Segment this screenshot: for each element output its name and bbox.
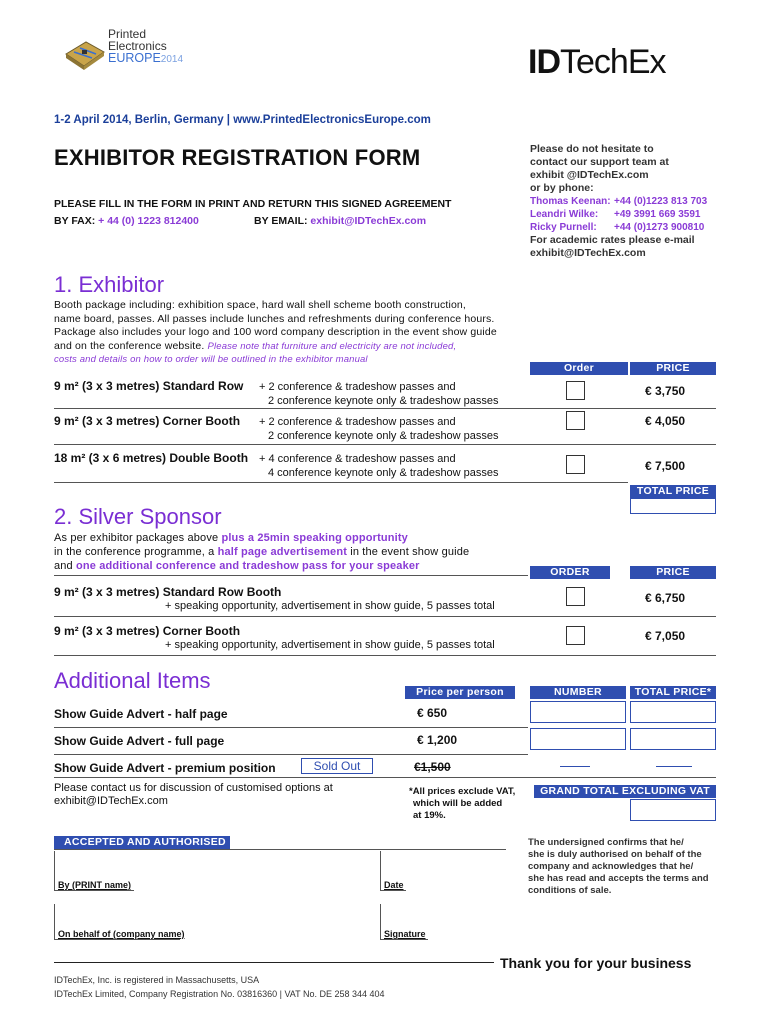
sold-out-badge: Sold Out [301, 758, 373, 774]
logo-line1: Printed [108, 27, 147, 41]
exhibitor-row-title: 18 m² (3 x 6 metres) Double Booth [54, 451, 249, 465]
number-input[interactable] [530, 728, 626, 750]
event-line: 1-2 April 2014, Berlin, Germany | www.PrintedElectronicsEurope.com [54, 114, 431, 126]
total-price-column-header: TOTAL PRICE* [630, 686, 716, 699]
exhibitor-row-title: 9 m² (3 x 3 metres) Corner Booth [54, 414, 241, 428]
total-price-label: TOTAL PRICE [630, 485, 716, 498]
additional-item-price: € 650 [417, 706, 448, 720]
sponsor-description: As per exhibitor packages above plus a 25min speaking opportunity in the conference programme, a half page advertisement in the event show guide and one additional conference and tradeshow pass for your speaker [54, 532, 470, 572]
vat-note: *All prices exclude VAT, which will be added at 19%. [409, 786, 516, 821]
logo-line2: Electronics [108, 39, 167, 53]
exhibitor-row-passes: + 2 conference & tradeshow passes and 2 conference keynote only & tradeshow passes [259, 381, 499, 407]
email-line: BY EMAIL: exhibit@IDTechEx.com [254, 215, 427, 227]
support-block: Please do not hesitate to contact our support team at exhibit @IDTechEx.com or by phone: Thomas Keenan: +44 (0)1223 813 703 Leandri Wilke: +49 3991 669 3591 Ricky Purnell: +44 (0)1273 900810 For academic rates please e-mail exhibit@IDTechEx.com [530, 143, 708, 259]
unavailable-dash [656, 766, 692, 767]
exhibitor-row-passes: + 2 conference & tradeshow passes and 2 conference keynote only & tradeshow passes [259, 416, 499, 442]
exhibitor-row-title: 9 m² (3 x 3 metres) Standard Row [54, 379, 244, 393]
additional-item-title: Show Guide Advert - full page [54, 734, 225, 748]
accepted-authorised-bar: ACCEPTED AND AUTHORISED [54, 836, 230, 849]
price-value: € 7,500 [645, 459, 686, 473]
order-checkbox[interactable] [566, 626, 585, 645]
number-column-header: NUMBER [530, 686, 626, 699]
additional-item-title: Show Guide Advert - premium position [54, 761, 276, 775]
thank-you: Thank you for your business [500, 955, 692, 971]
authorisation-confirmation: The undersigned confirms that he/ she is duly authorised on behalf of the company and acknowledges that he/ she has read and accepts the terms and conditions of sale. [528, 837, 709, 896]
event-logo [62, 28, 222, 80]
price-value: € 6,750 [645, 591, 686, 605]
total-price-input[interactable] [630, 498, 716, 514]
price-value: € 4,050 [645, 414, 686, 428]
order-checkbox[interactable] [566, 587, 585, 606]
section-exhibitor-heading: 1. Exhibitor [54, 272, 165, 297]
order-checkbox[interactable] [566, 411, 585, 430]
print-name-label: By (PRINT name) [58, 880, 132, 890]
custom-options-note: Please contact us for discussion of customised options at exhibit@IDTechEx.com [54, 782, 333, 807]
price-value: € 3,750 [645, 384, 686, 398]
date-label: Date [384, 880, 404, 890]
price-value: € 7,050 [645, 629, 686, 643]
registration-info: IDTechEx, Inc. is registered in Massachusetts, USA IDTechEx Limited, Company Registration No. 03816360 | VAT No. DE 258 344 404 [54, 975, 385, 999]
exhibitor-row-passes: + 4 conference & tradeshow passes and 4 conference keynote only & tradeshow passes [259, 453, 499, 479]
signature-label: Signature [384, 929, 426, 939]
order-column-header: Order [530, 362, 628, 375]
sponsor-row-sub: + speaking opportunity, advertisement in show guide, 5 passes total [165, 600, 495, 612]
section-additional-items-heading: Additional Items [54, 668, 211, 693]
idtechex-logo: IDTechEx [528, 43, 666, 81]
circuit-board-icon [62, 36, 106, 76]
instructions-line: PLEASE FILL IN THE FORM IN PRINT AND RETURN THIS SIGNED AGREEMENT [54, 198, 452, 210]
total-input[interactable] [630, 701, 716, 723]
sponsor-row-sub: + speaking opportunity, advertisement in show guide, 5 passes total [165, 639, 495, 651]
price-column-header: PRICE [630, 362, 716, 375]
company-name-label: On behalf of (company name) [58, 929, 185, 939]
additional-item-price: € 1,200 [417, 733, 458, 747]
price-column-header: PRICE [630, 566, 716, 579]
total-input[interactable] [630, 728, 716, 750]
grand-total-input[interactable] [630, 799, 716, 821]
grand-total-label: GRAND TOTAL EXCLUDING VAT [534, 785, 716, 798]
additional-item-price: €1,500 [414, 760, 451, 774]
exhibitor-description: Booth package including: exhibition space, hard wall shell scheme booth construction, name board, passes. All passes include lunches and refreshments during conference hours. Package also includes your logo and 100 word company description in the event show guide and on the conference website. Please note that furniture and electricity are not included, costs and details on how to order will be outlined in the exhibitor manual [54, 299, 497, 365]
sponsor-row-title: 9 m² (3 x 3 metres) Corner Booth [54, 624, 241, 638]
order-checkbox[interactable] [566, 381, 585, 400]
additional-item-title: Show Guide Advert - half page [54, 707, 228, 721]
unavailable-dash [560, 766, 590, 767]
logo-line3: EUROPE2014 [108, 51, 184, 65]
page-title: EXHIBITOR REGISTRATION FORM [54, 145, 421, 170]
order-checkbox[interactable] [566, 455, 585, 474]
price-per-person-header: Price per person [405, 686, 515, 699]
fax-line: BY FAX: + 44 (0) 1223 812400 [54, 215, 199, 227]
section-silver-sponsor-heading: 2. Silver Sponsor [54, 504, 222, 529]
number-input[interactable] [530, 701, 626, 723]
order-column-header: ORDER [530, 566, 610, 579]
sponsor-row-title: 9 m² (3 x 3 metres) Standard Row Booth [54, 585, 282, 599]
